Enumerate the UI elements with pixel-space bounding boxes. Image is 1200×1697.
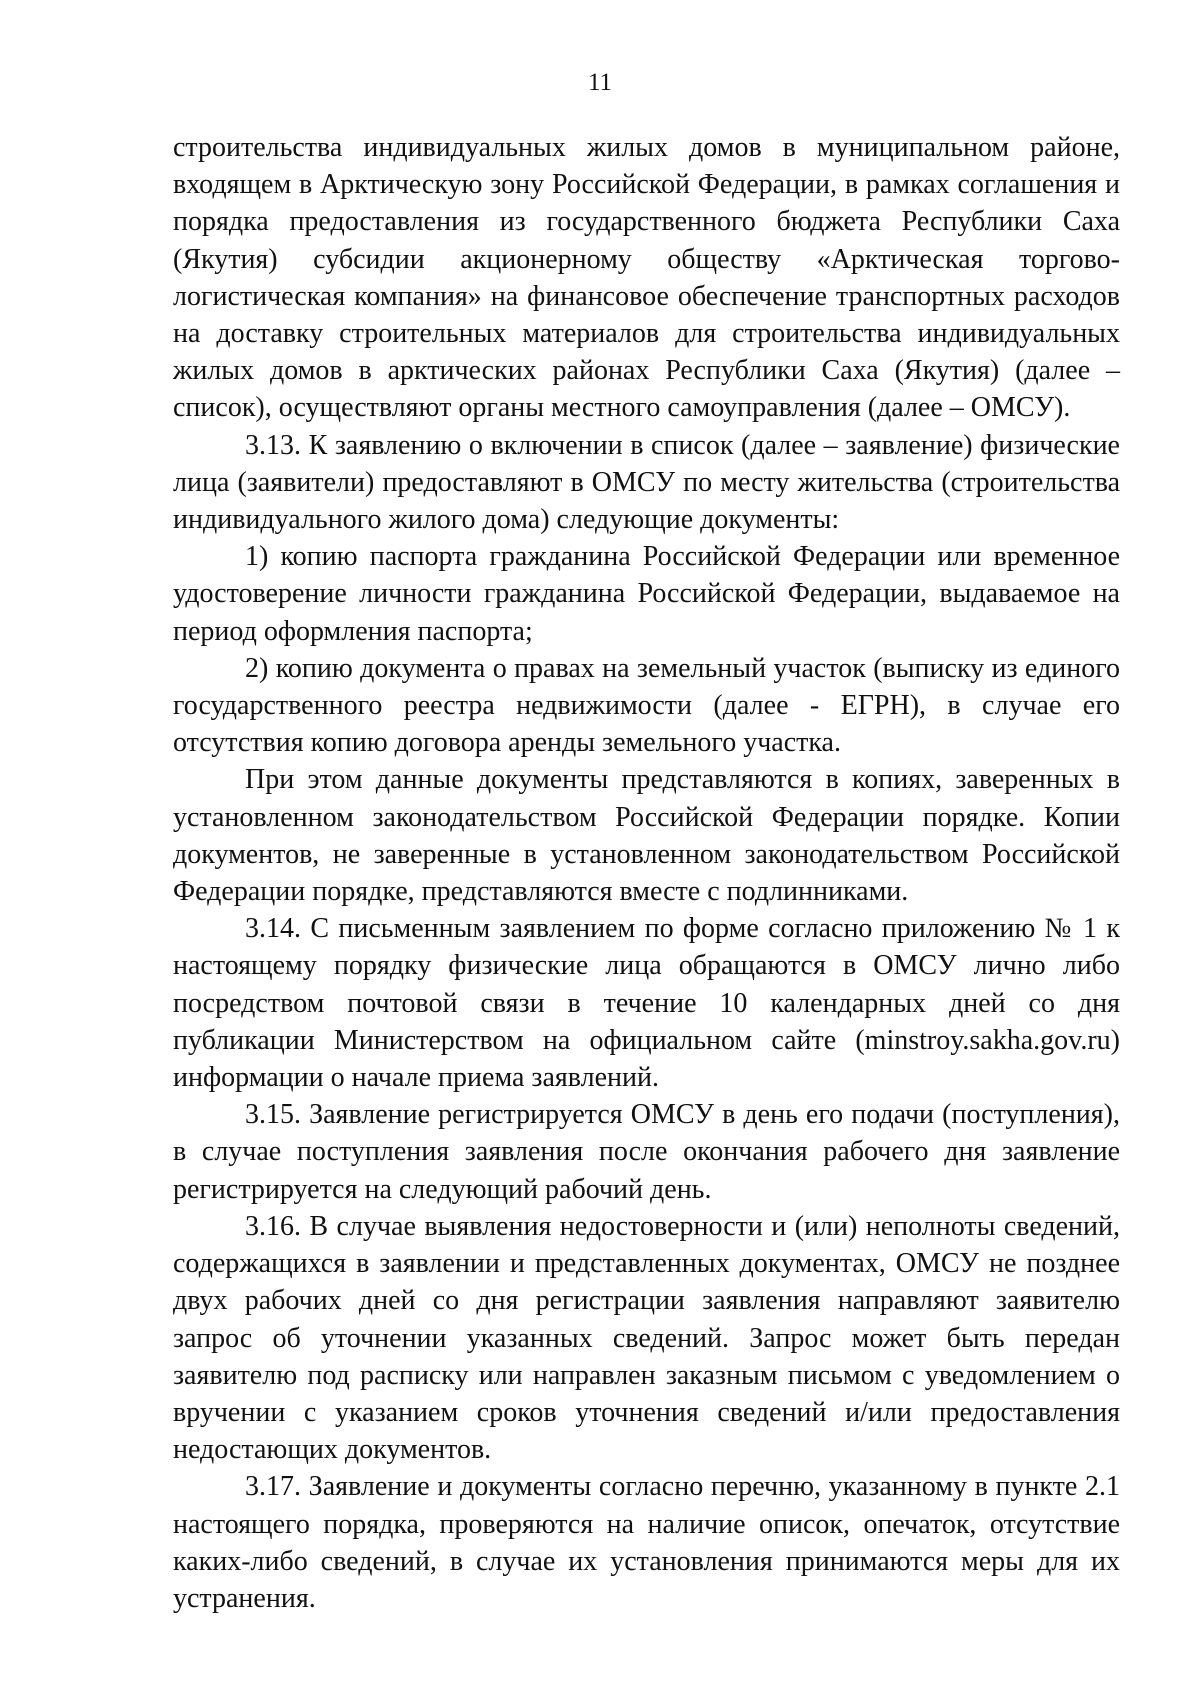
document-body [173, 129, 1120, 1617]
paragraph-3-17: 3.17. Заявление и документы согласно перечню, указанному в пункте 2.1 настоящего порядка, проверяются на наличие описок, опечаток, отсутствие каких-либо сведений, в случае их установления принимаются меры для их устранения. [173, 1471, 1120, 1614]
paragraph-copies-certification: При этом данные документы представляются в копиях, заверенных в установленном законодательством Российской Федерации порядке. Копии документов, не заверенные в установленном законодательством Российской Федерации порядке, представляются вместе с подлинниками. [173, 764, 1120, 908]
paragraph-3-13: 3.13. К заявлению о включении в список (далее – заявление) физические лица (заявители) предоставляют в ОМСУ по месту жительства (строительства индивидуального жилого дома) следующие документы: [173, 429, 1120, 536]
paragraph-list-continuation: строительства индивидуальных жилых домов в муниципальном районе, входящем в Арктическую зону Российской Федерации, в рамках соглашения и порядка предоставления из государственного бюджета Республики Саха (Якутия) субсидии акционерному обществу «Арктическая торгово-логистическая компания» на финансовое обеспечение транспортных расходов на доставку строительных материалов для строительства индивидуальных жилых домов в арктических районах Республики Саха (Якутия) (далее – список), осуществляют органы местного самоуправления (далее – ОМСУ). [173, 132, 1120, 424]
paragraph-3-16: 3.16. В случае выявления недостоверности и (или) неполноты сведений, содержащихся в заявлении и представленных документах, ОМСУ не позднее двух рабочих дней со дня регистрации заявления направляют заявителю запрос об уточнении указанных сведений. Запрос может быть передан заявителю под расписку или направлен заказным письмом с уведомлением о вручении с указанием сроков уточнения сведений и/или предоставления недостающих документов. [173, 1210, 1120, 1466]
paragraph-3-14: 3.14. С письменным заявлением по форме согласно приложению № 1 к настоящему порядку физические лица обращаются в ОМСУ лично либо посредством почтовой связи в течение 10 календарных дней со дня публикации Министерством на официальном сайте (minstroy.sakha.gov.ru) информации о начале приема заявлений. [173, 913, 1120, 1094]
paragraph-item-2-land-rights: 2) копию документа о правах на земельный участок (выписку из единого государственного реестра недвижимости (далее - ЕГРН), в случае его отсутствия копию договора аренды земельного участка. [173, 652, 1120, 759]
paragraph-3-15: 3.15. Заявление регистрируется ОМСУ в день его подачи (поступления), в случае поступления заявления после окончания рабочего дня заявление регистрируется на следующий рабочий день. [173, 1099, 1120, 1205]
page-number: 11 [587, 69, 613, 96]
paragraph-item-1-passport: 1) копию паспорта гражданина Российской Федерации или временное удостоверение личности гражданина Российской Федерации, выдаваемое на период оформления паспорта; [173, 541, 1120, 647]
